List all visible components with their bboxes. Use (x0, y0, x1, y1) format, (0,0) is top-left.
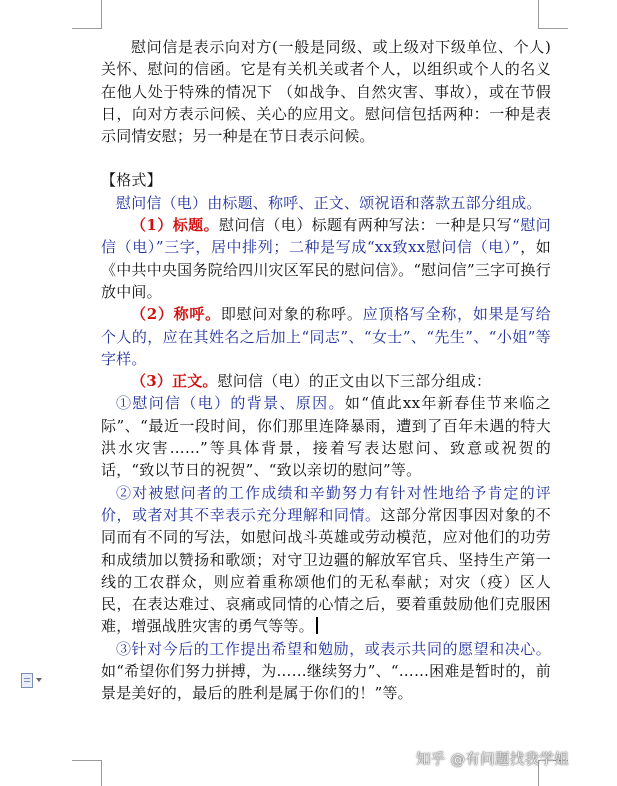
body-paragraph (101, 370, 551, 392)
item-1-text: 如“值此xx年新春佳节来临之际”、“最近一段时间，你们那里连降暴雨，遭到了百年未遇的特大洪水灾害……”等具体背景，接着写表达慰问、致意或祝贺的话，“致以节日的祝贺”、“致以亲切的慰问”等。 (101, 394, 552, 480)
watermark: 知乎 @有问题找我学姐 (416, 752, 569, 768)
format-heading: 【格式】 (101, 171, 162, 190)
title-text-b: “慰问信（电）”三字，居中排列；二种是写成 (101, 216, 551, 257)
item-1-title: ①慰问信（电）的背景、原因。 (116, 394, 345, 413)
salutation-text-b: 应顶格写全称，如果是写给个人的，应在其姓名之后加上“同志”、“女士”、“先生”、“小姐”等字样。 (101, 305, 551, 368)
item-2-paragraph (101, 482, 551, 638)
body-label: （3）正文。 (131, 372, 218, 391)
crop-mark-top-right (538, 0, 539, 29)
document-body[interactable] (101, 36, 551, 705)
item-3-paragraph (101, 638, 551, 705)
crop-mark-top-left (101, 0, 102, 29)
item-3-title: ③针对今后的工作提出希望和勉励，或表示共同的愿望和决心。 (116, 639, 551, 658)
salutation-paragraph (101, 303, 551, 370)
crop-mark-top-left (72, 28, 102, 29)
item-1-paragraph (101, 392, 551, 481)
text-cursor (316, 617, 318, 634)
title-text-d: ，如《中共中央国务院给四川灾区军民的慰问信》。“慰问信”三字可换行放中间。 (101, 238, 551, 301)
crop-mark-bottom-left (101, 760, 102, 786)
title-paragraph (101, 214, 551, 303)
salutation-label: （2）称呼。 (131, 305, 221, 324)
crop-mark-top-right (538, 28, 568, 29)
salutation-text-a: 即慰问对象的称呼。 (220, 305, 363, 324)
chevron-down-icon (36, 678, 42, 682)
item-2-title: ②对被慰问者的工作成绩和辛勤努力有针对性地给予肯定的评价，或者对其不幸表示充分理解和同情。 (101, 483, 551, 524)
body-text: 慰问信（电）的正文由以下三部分组成： (217, 372, 492, 391)
item-3-text: 如“希望你们努力拼搏，为……继续努力”、“……困难是暂时的，前景是美好的，最后的胜利是属于你们的！”等。 (101, 662, 551, 703)
format-description: 慰问信（电）由标题、称呼、正文、颂祝语和落款五部分组成。 (116, 193, 542, 212)
blank-line (101, 147, 551, 169)
intro-paragraph: 慰问信是表示向对方(一般是同级、或上级对下级单位、个人)关怀、慰问的信函。它是有关机关或者个人，以组织或个人的名义在他人处于特殊的情况下 （如战争、自然灾害、事故），或在节假日，向对方表示问候、关心的应用文。慰问信包括两种：一种是表示同情安慰；另一种是在节日表示问候。 (101, 38, 551, 146)
crop-mark-bottom-left (72, 760, 102, 761)
margin-document-menu[interactable] (21, 671, 47, 689)
title-text-a: 慰问信（电）标题有两种写法：一种是只写 (219, 216, 513, 235)
title-text-c: “xx致xx慰问信（电）” (366, 238, 520, 257)
item-2-text: 这部分常因事因对象的不同而有不同的写法，如慰问战斗英雄或劳动模范，应对他们的功劳和成绩加以赞扬和歌颂；对守卫边疆的解放军官兵、坚持生产第一线的工农群众，则应着重称颂他们的无私奉献；对灾（疫）区人民，在表达难过、哀痛或同情的心情之后，要着重鼓励他们克服困难，增强战胜灾害的勇气等等。 (101, 505, 551, 636)
document-icon (21, 673, 33, 688)
title-label: （1）标题。 (131, 216, 220, 235)
